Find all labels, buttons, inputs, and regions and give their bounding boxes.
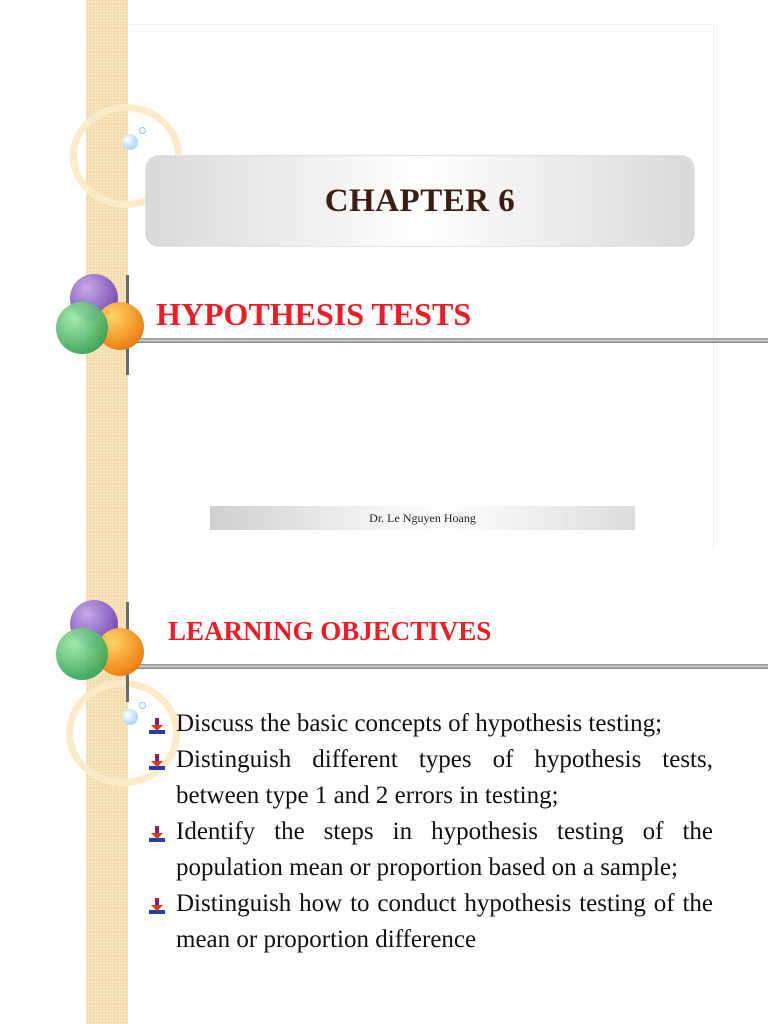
divider-horizontal — [128, 338, 768, 343]
chapter-title-box — [145, 155, 695, 247]
slide-learning-objectives — [0, 552, 768, 1024]
green-ball — [56, 302, 108, 354]
slide-frame — [128, 24, 714, 549]
list-item — [148, 742, 713, 814]
bubble-icon — [122, 709, 138, 725]
author-name: Dr. Le Nguyen Hoang — [369, 510, 476, 525]
arrow-bullet-icon — [148, 753, 166, 771]
objective-text: Distinguish different types of hypothesis tests, between type 1 and 2 errors in testing; — [176, 746, 713, 809]
objective-text: Discuss the basic concepts of hypothesis testing; — [176, 710, 663, 737]
list-item — [148, 886, 713, 958]
objective-text: Identify the steps in hypothesis testing of the population mean or proportion based on a sample; — [176, 818, 713, 881]
slide-title: HYPOTHESIS TESTS — [156, 296, 472, 332]
divider-horizontal — [128, 664, 768, 669]
objective-text: Distinguish how to conduct hypothesis testing of the mean or proportion difference — [176, 890, 713, 953]
bubble-icon — [122, 134, 138, 150]
balls-icon — [56, 274, 151, 358]
arrow-bullet-icon — [148, 897, 166, 915]
bubble-icon — [139, 702, 146, 709]
list-item — [148, 706, 713, 742]
chapter-label: CHAPTER 6 — [324, 182, 516, 219]
objectives-list — [148, 706, 713, 958]
bubble-icon — [139, 127, 146, 134]
section-heading: LEARNING OBJECTIVES — [168, 616, 492, 646]
author-bar — [210, 506, 635, 530]
arrow-bullet-icon — [148, 825, 166, 843]
arrow-bullet-icon — [148, 717, 166, 735]
green-ball — [56, 628, 108, 680]
list-item — [148, 814, 713, 886]
balls-icon — [56, 600, 151, 684]
